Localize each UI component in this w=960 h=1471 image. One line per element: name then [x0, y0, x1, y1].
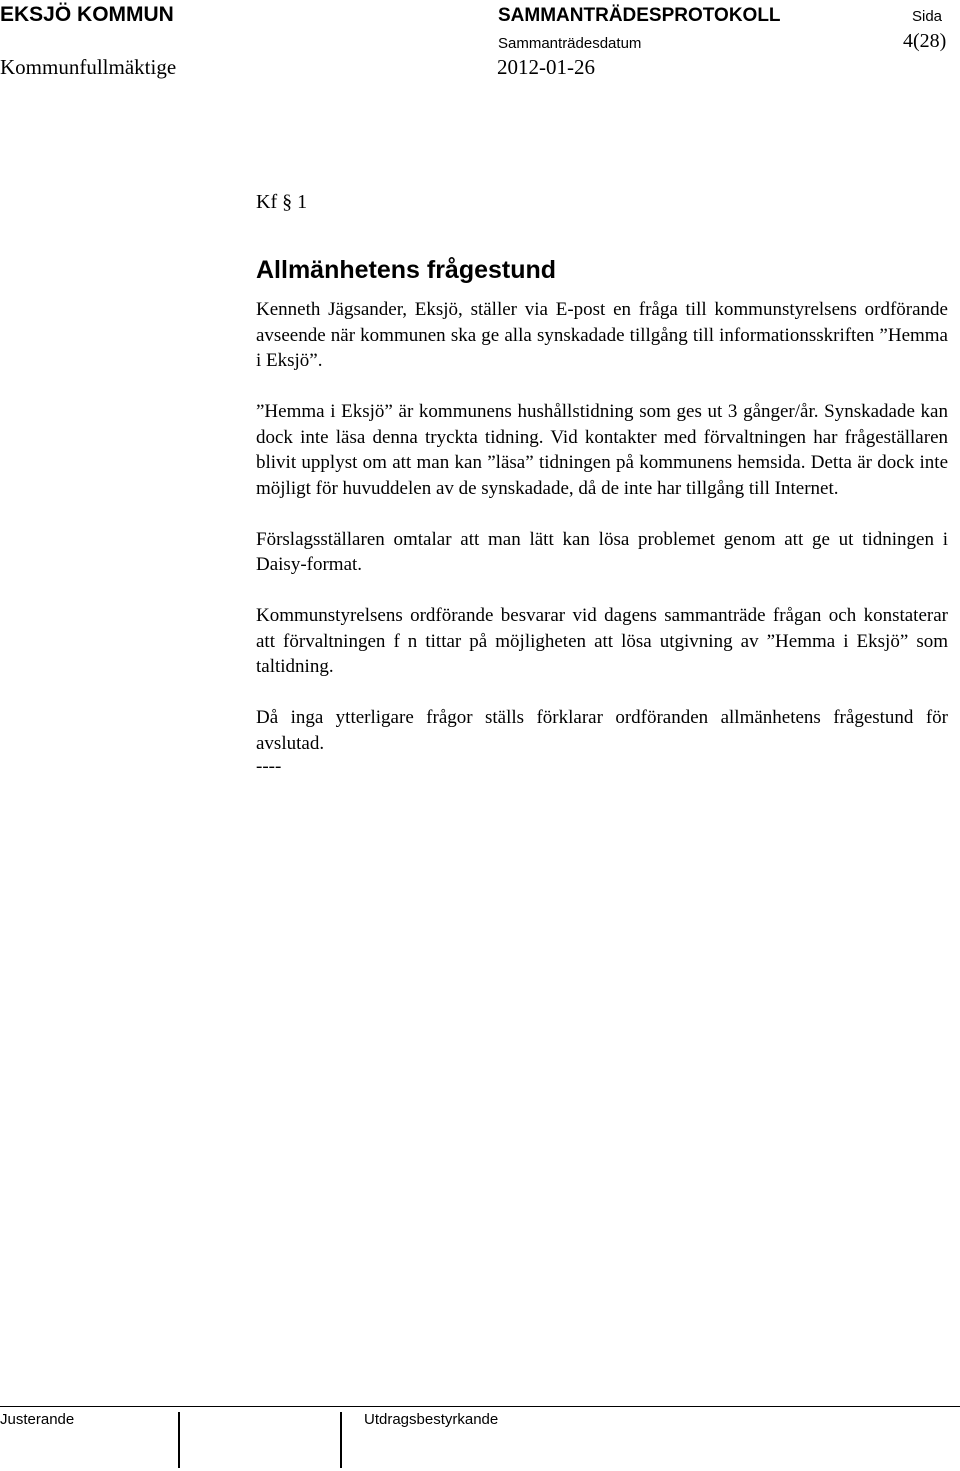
paragraph-1: Kenneth Jägsander, Eksjö, ställer via E-post en fråga till kommunstyrelsens ordförande avseende när kommunen ska ge alla synskadade tillgång till informationsskriften ”Hemma i Eksjö”.: [256, 299, 948, 371]
adjuster-label: Justerande: [0, 1411, 75, 1428]
meeting-date: 2012-01-26: [497, 55, 595, 79]
paragraph-4: Kommunstyrelsens ordförande besvarar vid dagens sammanträde frågan och konstaterar att förvaltningen f n tittar på möjligheten att lösa utgivning av ”Hemma i Eksjö” som taltidning.: [256, 605, 948, 677]
section-title: Allmänhetens frågestund: [256, 256, 557, 284]
assembly-name: Kommunfullmäktige: [0, 55, 177, 79]
page-number: 4(28): [903, 30, 947, 52]
municipality-name: EKSJÖ KOMMUN: [0, 3, 174, 26]
paragraph-3: Förslagsställaren omtalar att man lätt kan lösa problemet genom att ge ut tidningen i Daisy-format.: [256, 528, 948, 575]
signature-divider-1: [178, 1412, 180, 1468]
footer-divider: [0, 1406, 960, 1407]
paragraph-id: Kf § 1: [256, 191, 308, 213]
page-label: Sida: [912, 8, 943, 25]
paragraph-2: ”Hemma i Eksjö” är kommunens hushållstidning som ges ut 3 gånger/år. Synskadade kan dock inte läsa denna tryckta tidning. Vid kontakter med förvaltningen har frågeställaren blivit upplyst om att man kan ”läsa” tidningen på kommunens hemsida. Detta är dock inte möjligt för huvuddelen av de synskadade, då de inte har tillgång till Internet.: [256, 401, 948, 499]
excerpt-certifier-label: Utdragsbestyrkande: [364, 1411, 499, 1428]
protocol-title: SAMMANTRÄDESPROTOKOLL: [498, 5, 781, 26]
end-mark: ----: [256, 756, 282, 777]
meeting-date-label: Sammanträdesdatum: [498, 35, 642, 52]
signature-divider-2: [340, 1412, 342, 1468]
protocol-content: [256, 189, 948, 778]
paragraph-5: Då inga ytterligare frågor ställs förklarar ordföranden allmänhetens frågestund för avslutad.: [256, 707, 948, 754]
